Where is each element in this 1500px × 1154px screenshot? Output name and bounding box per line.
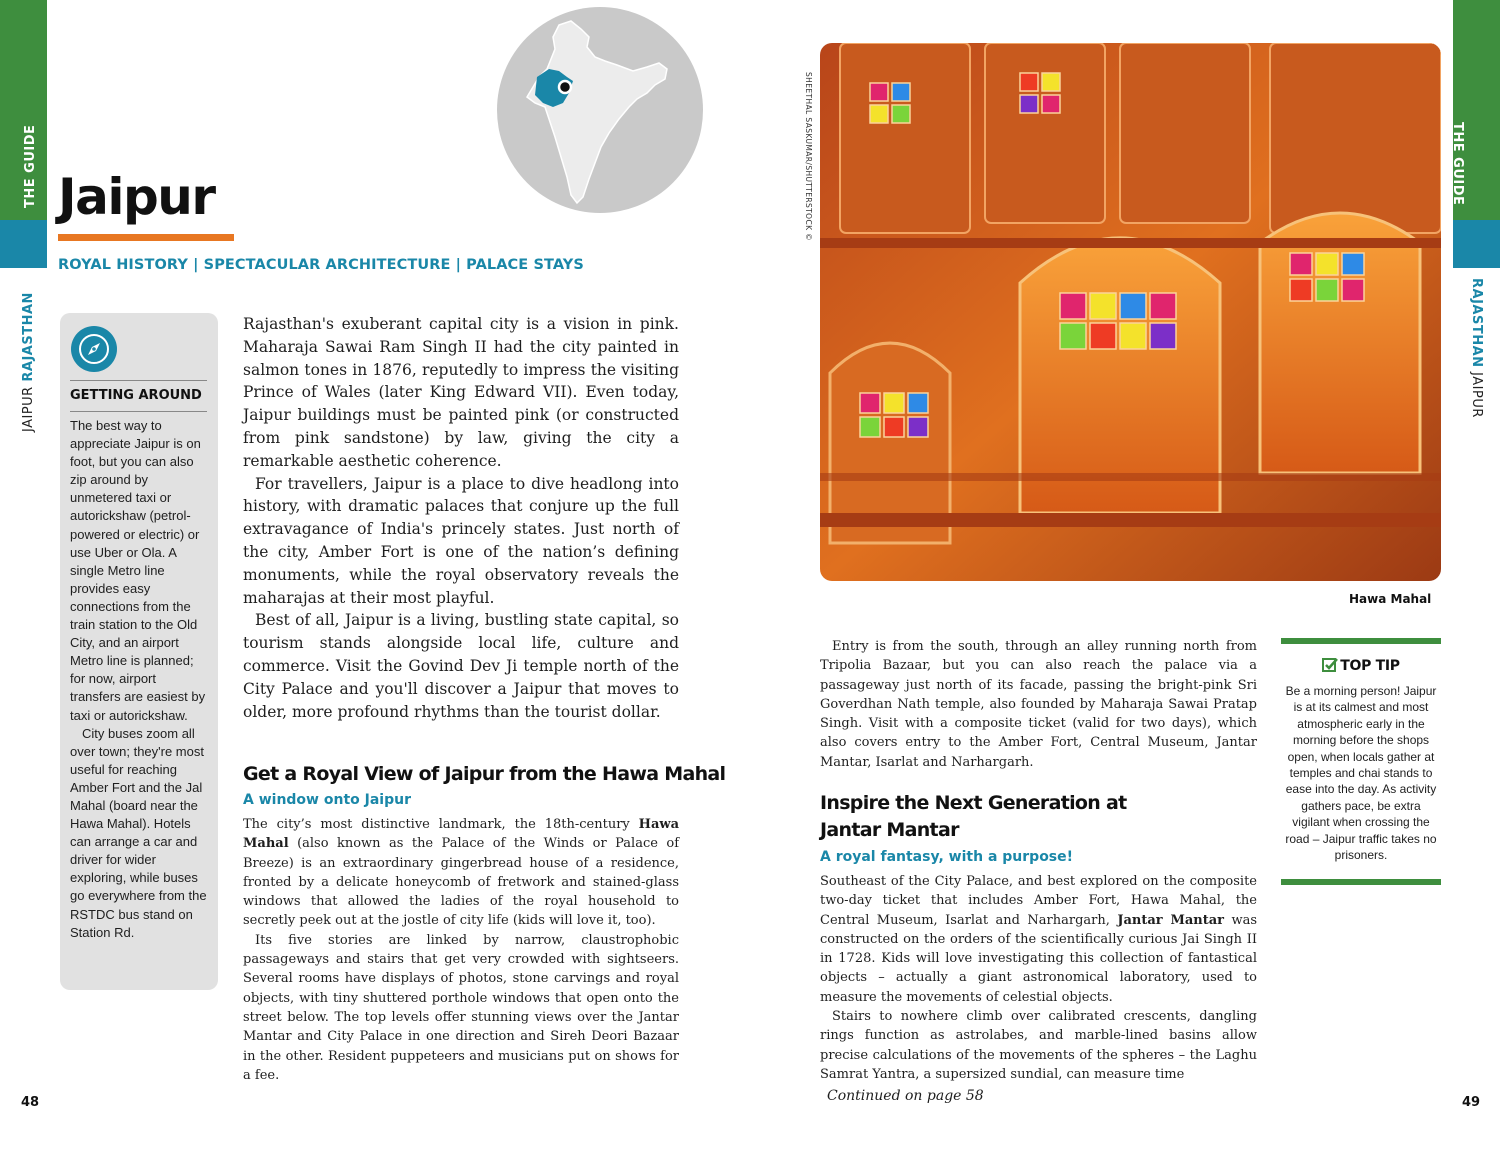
running-head-city: JAIPUR [21,386,36,432]
getting-around-text [70,417,210,942]
hawa-mahal-photo [820,43,1441,581]
jantar-mantar-subheading: A royal fantasy, with a purpose! [820,849,1074,865]
jantar-mantar-heading: Inspire the Next Generation at Jantar Mantar [820,792,1127,841]
hawa-mahal-paragraph: Its five stories are linked by narrow, claustrophobic passageways and stairs that get very crowded with sightseers. Several rooms have displays of photos, stone carvings and royal objects, with tiny shuttered porthole windows that open onto the street below. The top levels offer stunning views over the Jantar Mantar and City Palace in one direction and Sireh Deori Bazaar in the other. Resident puppeteers and musicians put on shows for a fee. [243,932,679,1083]
text-run: The city’s most distinctive landmark, the 18th-century [243,817,639,832]
right-section-tab [1453,220,1500,268]
right-page-number: 49 [1462,1095,1481,1110]
right-running-head [1469,278,1484,418]
compass-icon [70,325,118,373]
jantar-mantar-paragraph [820,872,1257,1007]
getting-around-paragraph: City buses zoom all over town; they're most useful for reaching Amber Fort and the Jal Mahal (board near the Hawa Mahal). Hotels can arrange a car and driver for wider exploring, while buses go everywhere from the RSTDC bus stand on Station Rd. [70,725,207,940]
text-run: Southeast of the City Palace, and best explored on the composite two-day ticket that includes Amber Fort, Hawa Mahal, the Central Museum, Isarlat and Narhargarh, [820,874,1257,928]
checkbox-icon [1322,657,1338,673]
getting-around-rule-top [70,380,207,381]
left-page-number: 48 [21,1095,40,1110]
jaipur-location-marker [559,81,571,93]
getting-around-paragraph: The best way to appreciate Jaipur is on foot, but you can also zip around by unmetered taxi or autorickshaw (petrol-powered or electric) or use Uber or Ola. A single Metro line provides easy connections from the train station to the Old City, and an airport Metro line is planned; for now, airport transfers are easiest by taxi or autorickshaw. [70,418,206,723]
hawa-mahal-bold: Hawa Mahal [243,817,679,852]
photo-caption: Hawa Mahal [1349,592,1432,606]
hawa-mahal-paragraph [243,815,679,931]
hawa-mahal-text [243,815,679,1085]
jantar-mantar-paragraph: Stairs to nowhere climb over calibrated crescents, dangling rings function as astrolabes, and marble-lined basins allow precise calculations of the movements of the spheres – the Laghu Samrat Yantra, a supersized sundial, can measure time [820,1009,1257,1082]
running-head-city: JAIPUR [1469,372,1484,418]
continued-note: Continued on page 58 [827,1088,984,1104]
top-tip-rule-top [1281,638,1441,644]
running-head-region: RAJASTHAN [1469,278,1484,368]
intro-paragraph: Best of all, Jaipur is a living, bustling state capital, so tourism stands alongside local life, culture and commerce. Visit the Govind Dev Ji temple north of the City Palace and you'll discover a Jaipur that moves to older, more profound rhythms than the tourist dollar. [243,611,679,721]
top-tip-label: TOP TIP [1340,658,1400,674]
left-section-tab [0,220,47,268]
left-running-head [21,292,36,432]
entry-text [820,637,1257,772]
intro-text [243,313,679,723]
text-run: (also known as the Palace of the Winds or Palace of Breeze) is an extraordinary gingerbread house of a residence, fronted by a delicate honeycomb of fretwork and stained-glass windows that allowed the ladies of the royal household to secretly peek out at the jostle of city life (kids will love it, too). [243,836,679,929]
top-tip-rule-bottom [1281,879,1441,885]
photo-credit: SHEETHAL SASKUMAR/SHUTTERSTOCK © [804,72,813,242]
intro-paragraph: Rajasthan's exuberant capital city is a vision in pink. Maharaja Sawai Ram Singh II had the city painted in salmon tones in 1876, reputedly to impress the visiting Prince of Wales (later King Edward VII). Even today, Jaipur buildings must be painted pink (or constructed from pink sandstone) by law, giving the city a remarkable aesthetic coherence. [243,315,679,470]
top-tip-text: Be a morning person! Jaipur is at its calmest and most atmospheric early in the morning before the shops open, when locals gather at temples and chai stands to ease into the day. As activity gathers pace, be extra vigilant when crossing the road – Jaipur traffic takes no prisoners. [1285,684,1437,863]
intro-paragraph: For travellers, Jaipur is a place to dive headlong into history, with dramatic palaces that conjure up the full extravagance of India's princely states. Just north of the city, Amber Fort is one of the nation’s defining monuments, while the royal observatory reveals the maharajas at their most playful. [243,474,679,607]
running-head-region: RAJASTHAN [21,292,36,382]
tagline: ROYAL HISTORY | SPECTACULAR ARCHITECTURE | PALACE STAYS [58,257,584,273]
hawa-mahal-subheading: A window onto Jaipur [243,792,411,808]
jantar-mantar-text [820,872,1257,1084]
getting-around-rule-bottom [70,411,207,412]
hawa-mahal-heading: Get a Royal View of Jaipur from the Hawa Mahal [243,763,726,785]
right-bay [1260,213,1420,473]
getting-around-box [60,313,218,990]
getting-around-heading: GETTING AROUND [70,388,202,403]
jantar-mantar-bold: Jantar Mantar [1117,912,1225,928]
central-bay [1020,238,1220,513]
top-tip-heading [1281,657,1441,674]
upper-facade [840,43,1441,233]
entry-paragraph: Entry is from the south, through an alley running north from Tripolia Bazaar, but you can also reach the palace via a passageway just north of its facade, passing the bright-pink Sri Goverdhan Nath temple, also founded by Maharaja Sawai Pratap Singh. Visit with a composite ticket (valid for two days), which also covers entry to the Amber Fort, Central Museum, Jantar Mantar, Isarlat and Narhargarh. [820,639,1257,770]
text-run: was constructed on the orders of the scientifically curious Jai Singh II in 1728. Kids will love investigating this collection of fantastical objects – actually a giant astronomical laboratory, used to measure the movements of celestial objects. [820,912,1258,1005]
left-guide-tab-label: THE GUIDE [23,124,38,208]
india-locator-map [497,7,703,213]
title-underline [58,234,234,241]
right-guide-tab-label: THE GUIDE [1450,122,1465,206]
page-title: Jaipur [58,168,215,226]
